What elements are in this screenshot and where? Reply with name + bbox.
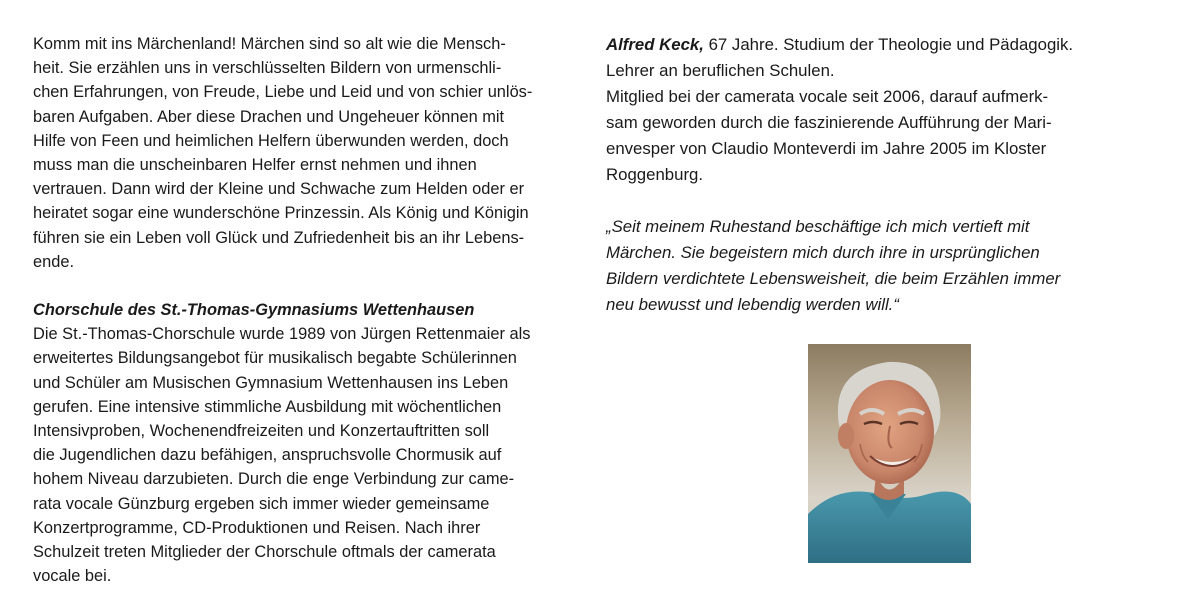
- text-line: vocale bei.: [33, 567, 112, 586]
- photo-ear: [838, 423, 854, 449]
- text-line: baren Aufgaben. Aber diese Drachen und Ungeheuer können mit: [33, 107, 505, 126]
- text-line: Mitglied bei der camerata vocale seit 2006, darauf aufmerk-: [606, 87, 1049, 106]
- text-line: heiratet sogar eine wunderschöne Prinzessin. Als König und Königin: [33, 204, 529, 223]
- bio-first-line: 67 Jahre. Studium der Theologie und Pädagogik.: [703, 35, 1074, 54]
- text-line: ende.: [33, 252, 75, 271]
- text-line: Lehrer an beruflichen Schulen.: [606, 61, 835, 80]
- text-line: Die St.-Thomas-Chorschule wurde 1989 von Jürgen Rettenmaier als: [33, 325, 531, 344]
- text-line: [606, 32, 1154, 58]
- section-heading: Chorschule des St.-Thomas-Gymnasiums Wettenhausen: [33, 301, 475, 320]
- text-line: heit. Sie erzählen uns in verschlüsselten Bildern von urmenschli-: [33, 59, 502, 78]
- quote-line: „Seit meinem Ruhestand beschäftige ich mich vertieft mit: [606, 217, 1030, 236]
- left-column: [33, 32, 570, 588]
- text-line: Intensivproben, Wochenendfreizeiten und Konzertauftritten soll: [33, 422, 490, 441]
- person-name: Alfred Keck,: [606, 35, 704, 54]
- text-line: Schulzeit treten Mitglieder der Chorschule oftmals der camerata: [33, 543, 496, 562]
- text-line: Komm mit ins Märchenland! Märchen sind so alt wie die Mensch-: [33, 35, 506, 53]
- intro-paragraph: [33, 32, 570, 274]
- quote-paragraph: [606, 214, 1154, 318]
- portrait-photo: [808, 344, 971, 563]
- text-line: chen Erfahrungen, von Freude, Liebe und Leid und von schier unlös-: [33, 83, 533, 102]
- bio-paragraph: [606, 32, 1154, 188]
- paragraph-gap: [606, 188, 1154, 214]
- quote-line: neu bewusst und lebendig werden will.“: [606, 295, 899, 314]
- text-line: muss man die unscheinbaren Helfer ernst nehmen und ihnen: [33, 156, 477, 175]
- text-line: vertrauen. Dann wird der Kleine und Schwache zum Helden oder er: [33, 180, 525, 199]
- quote-line: Märchen. Sie begeistern mich durch ihre in ursprünglichen: [606, 243, 1040, 262]
- text-line: Konzertprogramme, CD-Produktionen und Reisen. Nach ihrer: [33, 518, 481, 537]
- paragraph-gap: [33, 274, 570, 298]
- text-line: Hilfe von Feen und heimlichen Helfern überwunden werden, doch: [33, 131, 509, 150]
- quote-line: Bildern verdichtete Lebensweisheit, die beim Erzählen immer: [606, 269, 1061, 288]
- text-line: gerufen. Eine intensive stimmliche Ausbildung mit wöchentlichen: [33, 397, 502, 416]
- portrait-illustration: [808, 344, 971, 563]
- text-line: Roggenburg.: [606, 165, 704, 184]
- text-line: erweitertes Bildungsangebot für musikalisch begabte Schülerinnen: [33, 349, 517, 368]
- text-line: hohem Niveau darzubieten. Durch die enge Verbindung zur came-: [33, 470, 515, 489]
- text-line: die Jugendlichen dazu befähigen, anspruchsvolle Chormusik auf: [33, 446, 502, 465]
- right-column: [606, 32, 1154, 318]
- text-line: rata vocale Günzburg ergeben sich immer wieder gemeinsame: [33, 494, 490, 513]
- chorschule-paragraph: [33, 322, 570, 588]
- text-line: führen sie ein Leben voll Glück und Zufriedenheit bis an ihr Lebens-: [33, 228, 525, 247]
- text-line: und Schüler am Musischen Gymnasium Wettenhausen ins Leben: [33, 373, 509, 392]
- text-line: envesper von Claudio Monteverdi im Jahre 2005 im Kloster: [606, 139, 1047, 158]
- text-line: sam geworden durch die faszinierende Aufführung der Mari-: [606, 113, 1052, 132]
- photo-face: [846, 380, 934, 484]
